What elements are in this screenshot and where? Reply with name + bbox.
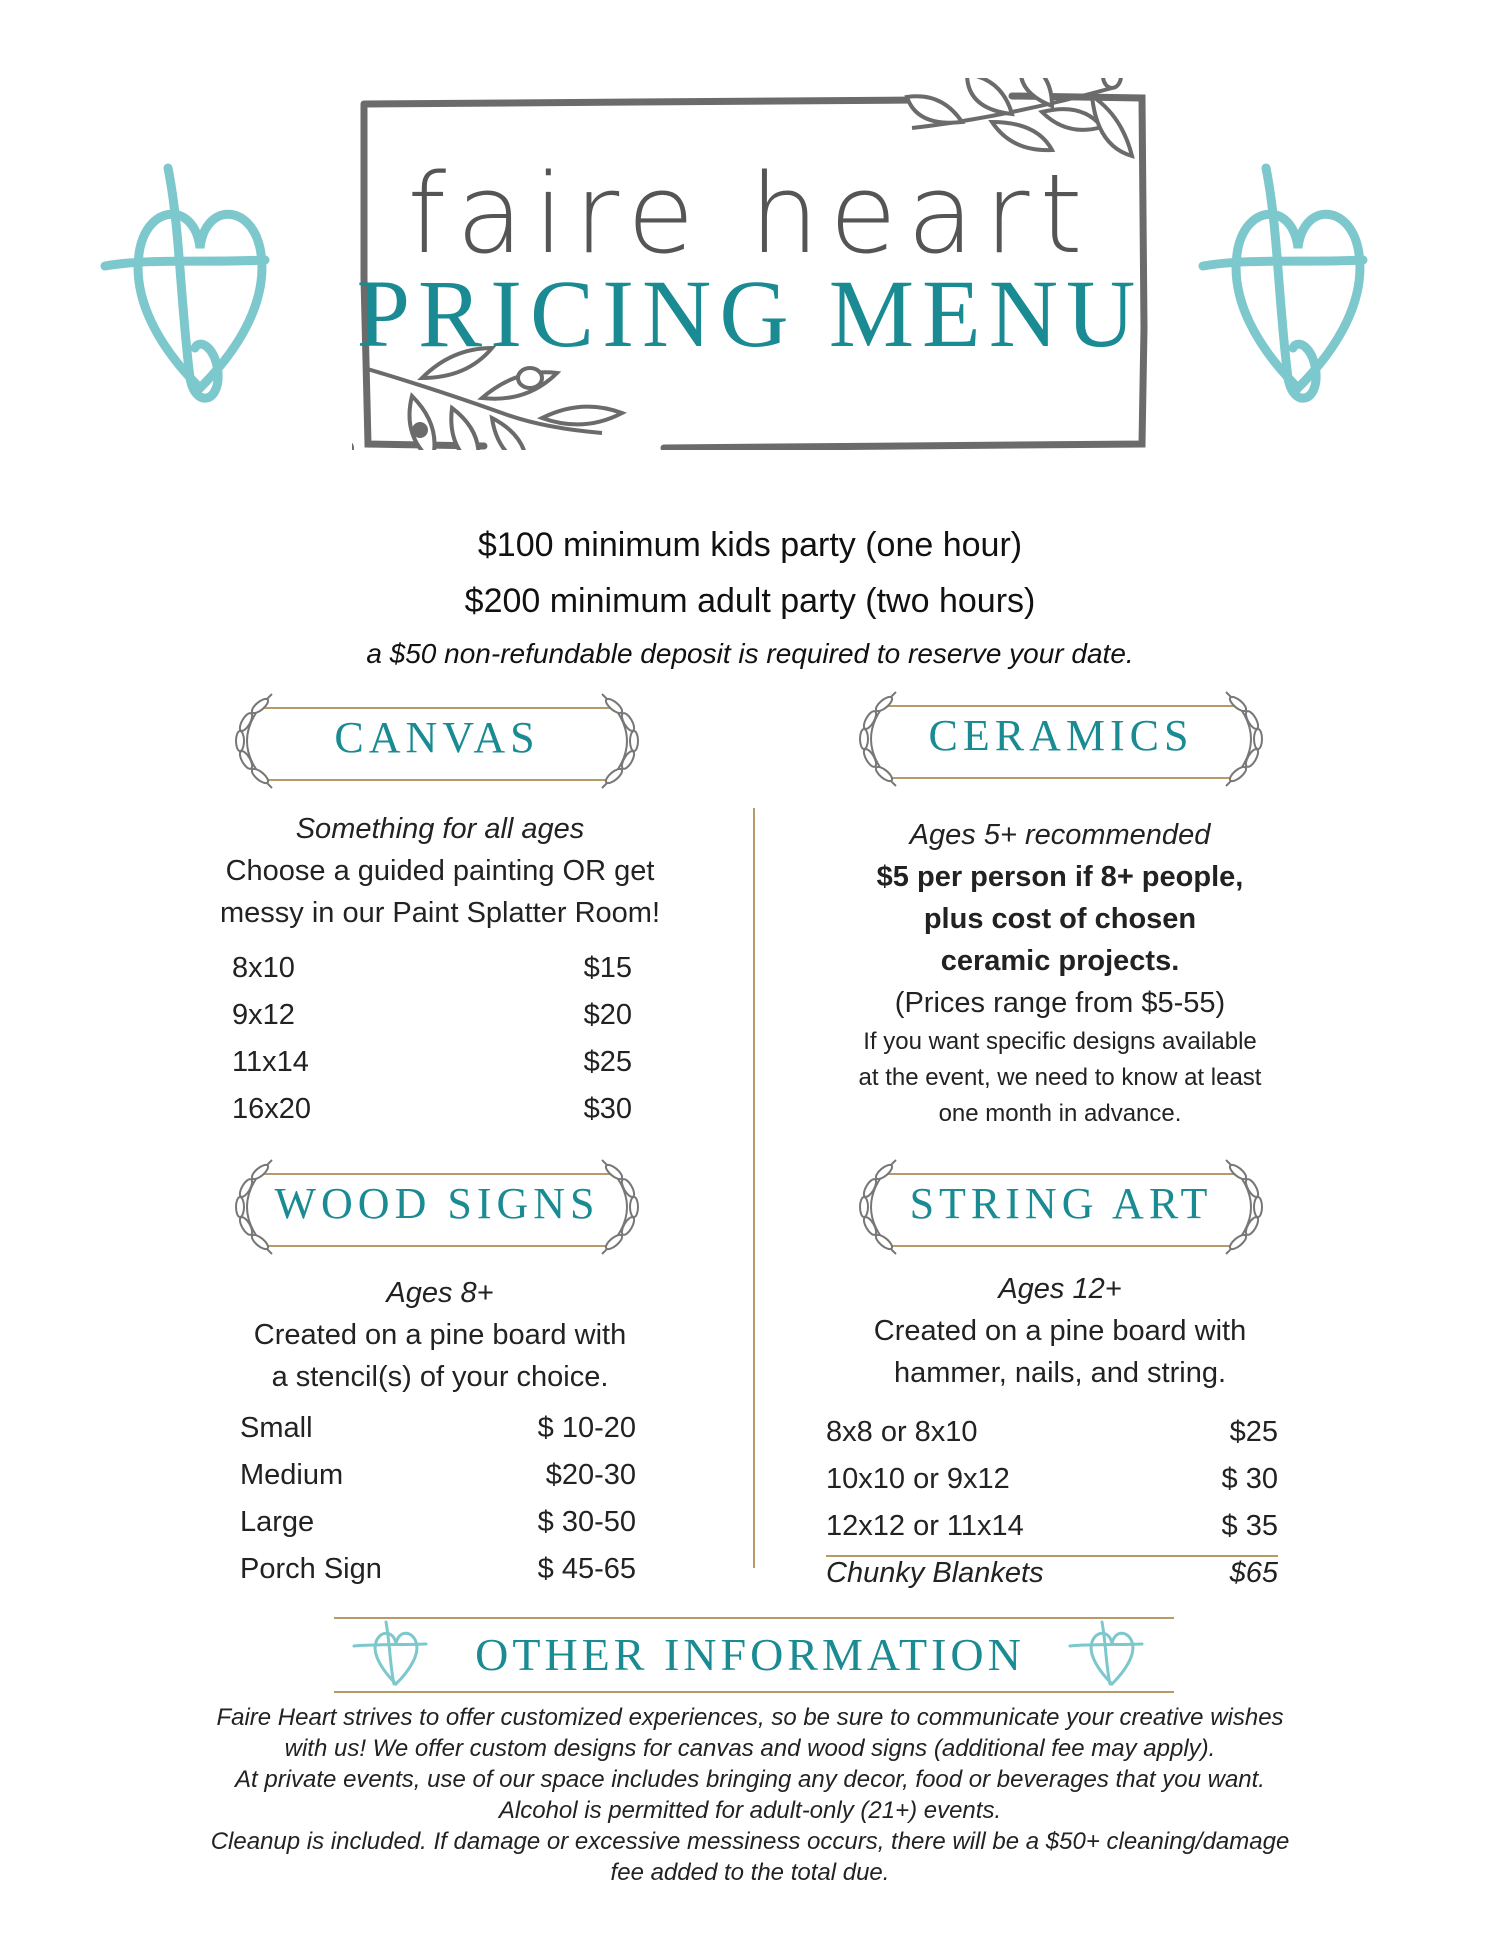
wood-signs-title: WOOD SIGNS bbox=[274, 1179, 600, 1228]
price-value: $ 10-20 bbox=[537, 1412, 636, 1444]
table-row bbox=[240, 1459, 636, 1506]
size-label: 10x10 or 9x12 bbox=[826, 1463, 1010, 1495]
price-value: $15 bbox=[583, 952, 632, 984]
table-row bbox=[240, 1412, 636, 1459]
table-row bbox=[240, 1506, 636, 1553]
table-row bbox=[240, 1553, 636, 1600]
ceramics-banner bbox=[826, 684, 1296, 794]
adult-party-minimum: $200 minimum adult party (two hours) bbox=[464, 582, 1036, 620]
price-value: $ 30-50 bbox=[537, 1506, 636, 1538]
info-line: At private events, use of our space includes bringing any decor, food or beverages that you want. bbox=[235, 1766, 1265, 1793]
ceramics-bold-line: $5 per person if 8+ people, bbox=[876, 861, 1244, 893]
canvas-price-table bbox=[232, 952, 632, 1140]
price-value: $65 bbox=[1229, 1557, 1278, 1589]
price-value: $ 35 bbox=[1221, 1510, 1278, 1542]
brand-name: faire heart bbox=[407, 150, 1093, 278]
size-label: Porch Sign bbox=[240, 1553, 382, 1585]
price-value: $25 bbox=[583, 1046, 632, 1078]
table-row bbox=[826, 1557, 1278, 1604]
string-art-subtitle: Ages 12+ bbox=[998, 1273, 1122, 1305]
info-line: with us! We offer custom designs for canvas and wood signs (additional fee may apply). bbox=[284, 1735, 1216, 1762]
table-row bbox=[232, 1046, 632, 1093]
info-line: fee added to the total due. bbox=[610, 1859, 890, 1886]
price-value: $ 30 bbox=[1221, 1463, 1278, 1495]
size-label: 12x12 or 11x14 bbox=[826, 1510, 1024, 1542]
heart-logo-icon bbox=[100, 148, 300, 408]
info-line: Faire Heart strives to offer customized experiences, so be sure to communicate your creative wishes bbox=[216, 1704, 1284, 1731]
table-row bbox=[826, 1510, 1278, 1557]
other-info-title: OTHER INFORMATION bbox=[475, 1629, 1025, 1680]
string-art-desc-line: Created on a pine board with bbox=[873, 1315, 1247, 1347]
ceramics-note-line: one month in advance. bbox=[938, 1100, 1182, 1127]
wood-signs-desc-line: a stencil(s) of your choice. bbox=[271, 1361, 609, 1393]
table-row bbox=[826, 1463, 1278, 1510]
canvas-description bbox=[160, 808, 720, 934]
size-label: 9x12 bbox=[232, 999, 295, 1031]
string-art-banner bbox=[826, 1152, 1296, 1262]
string-art-description bbox=[790, 1268, 1330, 1394]
size-label: Small bbox=[240, 1412, 313, 1444]
price-value: $20-30 bbox=[545, 1459, 636, 1491]
ceramics-title: CERAMICS bbox=[928, 711, 1194, 760]
other-info-text bbox=[90, 1702, 1410, 1888]
string-art-price-table bbox=[826, 1416, 1278, 1604]
wood-signs-description bbox=[160, 1272, 720, 1398]
info-line: Cleanup is included. If damage or excessive messiness occurs, there will be a $50+ cleaning/damage bbox=[210, 1828, 1290, 1855]
price-value: $ 45-65 bbox=[537, 1553, 636, 1585]
size-label: Large bbox=[240, 1506, 315, 1538]
canvas-title: CANVAS bbox=[334, 713, 540, 762]
table-row bbox=[232, 1093, 632, 1140]
ceramics-subtitle: Ages 5+ recommended bbox=[909, 819, 1211, 851]
ceramics-note-line: If you want specific designs available bbox=[863, 1028, 1257, 1055]
kids-party-minimum: $100 minimum kids party (one hour) bbox=[477, 526, 1023, 564]
canvas-subtitle: Something for all ages bbox=[295, 813, 585, 845]
price-value: $30 bbox=[583, 1093, 632, 1125]
heart-logo-icon bbox=[1198, 148, 1398, 408]
wood-signs-desc-line: Created on a pine board with bbox=[253, 1319, 627, 1351]
wood-signs-price-table bbox=[240, 1412, 636, 1600]
info-line: Alcohol is permitted for adult-only (21+) events. bbox=[498, 1797, 1002, 1824]
page-title: PRICING MENU bbox=[356, 260, 1144, 367]
wood-signs-subtitle: Ages 8+ bbox=[386, 1277, 494, 1309]
table-row bbox=[232, 999, 632, 1046]
column-divider bbox=[753, 808, 755, 1568]
size-label: Chunky Blankets bbox=[826, 1557, 1044, 1589]
ceramics-description bbox=[790, 814, 1330, 1132]
canvas-desc-line: messy in our Paint Splatter Room! bbox=[219, 897, 660, 929]
size-label: Medium bbox=[240, 1459, 344, 1491]
wood-signs-banner bbox=[202, 1152, 672, 1262]
canvas-banner bbox=[202, 686, 672, 796]
string-art-desc-line: hammer, nails, and string. bbox=[893, 1357, 1227, 1389]
ceramics-bold-line: plus cost of chosen bbox=[923, 903, 1197, 935]
price-value: $25 bbox=[1229, 1416, 1278, 1448]
deposit-note: a $50 non-refundable deposit is required to reserve your date. bbox=[366, 638, 1134, 669]
size-label: 16x20 bbox=[232, 1093, 312, 1125]
ceramics-price-range: (Prices range from $5-55) bbox=[894, 987, 1226, 1019]
table-row bbox=[826, 1416, 1278, 1463]
table-row bbox=[232, 952, 632, 999]
size-label: 11x14 bbox=[232, 1046, 309, 1078]
price-value: $20 bbox=[583, 999, 632, 1031]
ceramics-bold-line: ceramic projects. bbox=[940, 945, 1180, 977]
string-art-title: STRING ART bbox=[909, 1179, 1213, 1228]
size-label: 8x10 bbox=[232, 952, 295, 984]
canvas-desc-line: Choose a guided painting OR get bbox=[225, 855, 655, 887]
ceramics-note-line: at the event, we need to know at least bbox=[858, 1064, 1262, 1091]
size-label: 8x8 or 8x10 bbox=[826, 1416, 978, 1448]
